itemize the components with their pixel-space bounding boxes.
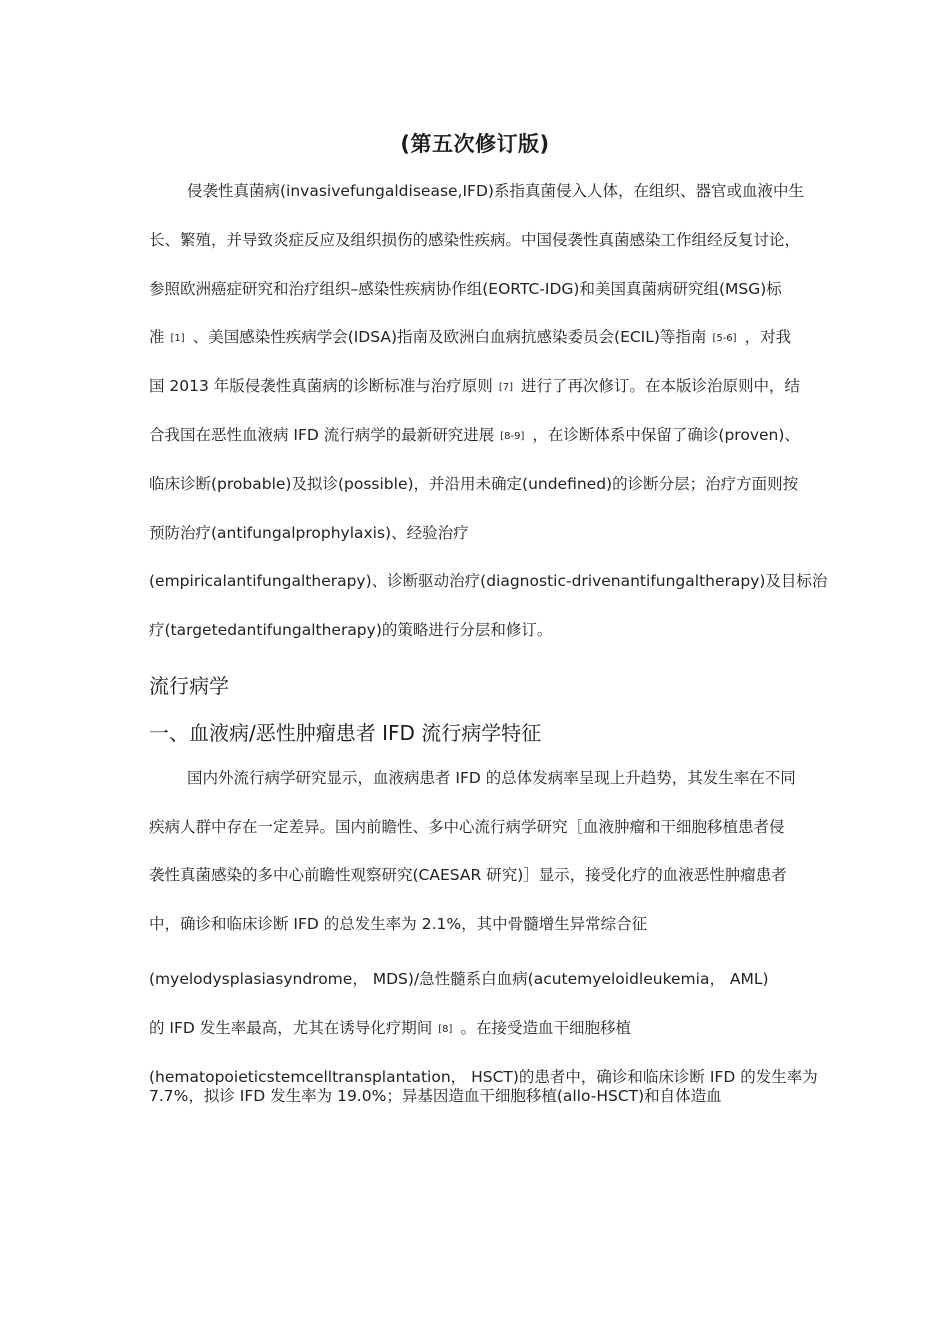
epi-line-1: 国内外流行病学研究显示，血液病患者 IFD 的总体发病率呈现上升趋势，其发生率在不同 xyxy=(187,769,796,787)
epi-line-5: (myelodysplasiasyndrome， MDS)/急性髓系白血病(acutemyeloidleukemia， AML) xyxy=(149,970,769,988)
intro-line-10: 疗(targetedantifungaltherapy)的策略进行分层和修订。 xyxy=(149,621,553,639)
document-title: (第五次修订版) xyxy=(400,132,550,156)
epi-line-4: 中，确诊和临床诊断 IFD 的总发生率为 2.1%，其中骨髓增生异常综合征 xyxy=(149,915,648,933)
intro-line-3: 参照欧洲癌症研究和治疗组织–感染性疾病协作组(EORTC-IDG)和美国真菌病研究组(MSG)标 xyxy=(149,280,782,298)
intro-line-5 xyxy=(149,375,800,399)
citation: [8-9] xyxy=(500,431,525,442)
epi-line-3: 袭性真菌感染的多中心前瞻性观察研究(CAESAR 研究)］显示，接受化疗的血液恶性肿瘤患者 xyxy=(149,866,787,884)
intro-line-4 xyxy=(149,326,791,350)
intro-line-2: 长、繁殖，并导致炎症反应及组织损伤的感染性疾病。中国侵袭性真菌感染工作组经反复讨论， xyxy=(149,231,801,249)
intro-line-8: 预防治疗(antifungalprophylaxis)、经验治疗 xyxy=(149,524,469,542)
text-segment: 进行了再次修订。在本版诊治原则中，结 xyxy=(520,377,800,395)
text-segment: 。在接受造血干细胞移植 xyxy=(460,1019,631,1037)
section-heading: 流行病学 xyxy=(149,674,229,698)
epi-line-8: 7.7%，拟诊 IFD 发生率为 19.0%；异基因造血干细胞移植(allo-HSCT)和自体造血 xyxy=(149,1087,722,1105)
intro-line-9: (empiricalantifungaltherapy)、诊断驱动治疗(diagnostic-drivenantifungaltherapy)及目标治 xyxy=(149,572,828,590)
citation: [7] xyxy=(498,382,513,393)
citation: [5-6] xyxy=(712,333,737,344)
epi-line-7: (hematopoieticstemcelltransplantation， HSCT)的患者中，确诊和临床诊断 IFD 的发生率为 xyxy=(149,1068,818,1086)
citation: [1] xyxy=(170,333,185,344)
epi-line-2: 疾病人群中存在一定差异。国内前瞻性、多中心流行病学研究［血液肿瘤和干细胞移植患者侵 xyxy=(149,818,785,836)
text-segment: 的 IFD 发生率最高，尤其在诱导化疗期间 xyxy=(149,1019,433,1037)
text-segment: ，在诊断体系中保留了确诊(proven)、 xyxy=(532,426,800,444)
intro-line-1: 侵袭性真菌病(invasivefungaldisease,IFD)系指真菌侵入人体，在组织、器官或血液中生 xyxy=(187,182,804,200)
text-segment: 国 2013 年版侵袭性真菌病的诊断标准与治疗原则 xyxy=(149,377,493,395)
intro-line-6 xyxy=(149,424,800,448)
citation: [8] xyxy=(438,1024,453,1035)
text-segment: 合我国在恶性血液病 IFD 流行病学的最新研究进展 xyxy=(149,426,495,444)
text-segment: 、美国感染性疾病学会(IDSA)指南及欧洲白血病抗感染委员会(ECIL)等指南 xyxy=(192,328,707,346)
subsection-heading: 一、血液病/恶性肿瘤患者 IFD 流行病学特征 xyxy=(149,721,542,745)
epi-line-6 xyxy=(149,1017,631,1041)
intro-line-7: 临床诊断(probable)及拟诊(possible)，并沿用未确定(undefined)的诊断分层；治疗方面则按 xyxy=(149,475,799,493)
text-segment: 准 xyxy=(149,328,165,346)
text-segment: ，对我 xyxy=(744,328,792,346)
